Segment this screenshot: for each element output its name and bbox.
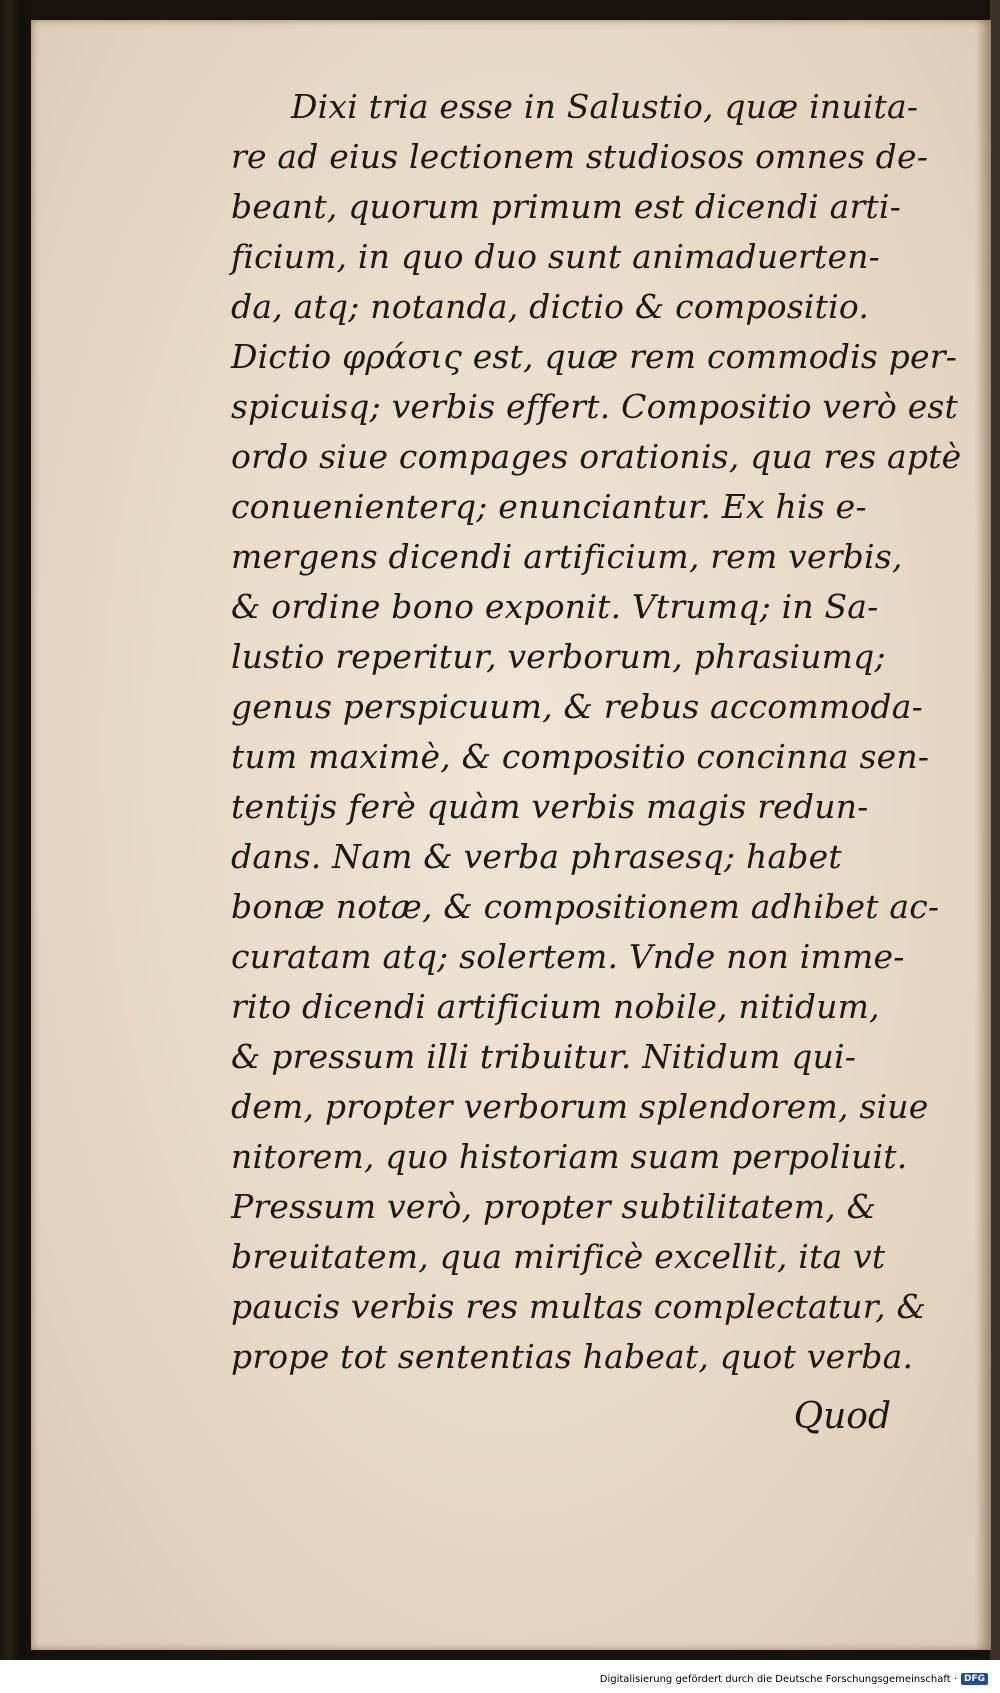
book-page xyxy=(31,20,991,1650)
text-line: da, atq; notanda, dictio & compositio. xyxy=(231,287,870,326)
catchword: Quod xyxy=(793,1396,891,1437)
text-line: dem, propter verborum splendorem, siue xyxy=(231,1087,929,1126)
text-line: conuenienterq; enunciantur. Ex his e- xyxy=(231,487,867,526)
text-line: tum maximè, & compositio concinna sen- xyxy=(231,737,930,776)
text-line: Dixi tria esse in Salustio, quæ inuita- xyxy=(291,87,919,126)
text-line: nitorem, quo historiam suam perpoliuit. xyxy=(231,1137,908,1176)
text-line: mergens dicendi artificium, rem verbis, xyxy=(231,537,903,576)
book-edge xyxy=(990,0,1000,1660)
text-line: Pressum verò, propter subtilitatem, & xyxy=(231,1187,877,1226)
digitization-credit xyxy=(600,1673,988,1685)
text-line: tentijs ferè quàm verbis magis redun- xyxy=(231,787,869,826)
text-line: genus perspicuum, & rebus accommoda- xyxy=(231,687,923,726)
footer-bar xyxy=(0,1660,1000,1693)
text-line: paucis verbis res multas complectatur, & xyxy=(231,1287,927,1326)
text-line: breuitatem, qua mirificè excellit, ita vt xyxy=(231,1237,886,1276)
page-text xyxy=(231,82,961,1382)
text-line: Dictio φράσις est, quæ rem commodis per- xyxy=(231,337,958,376)
dfg-logo-icon: DFG xyxy=(961,1673,988,1685)
text-line: rito dicendi artificium nobile, nitidum, xyxy=(231,987,880,1026)
text-line: & ordine bono exponit. Vtrumq; in Sa- xyxy=(231,587,879,626)
text-line: bonæ notæ, & compositionem adhibet ac- xyxy=(231,887,940,926)
text-line: dans. Nam & verba phrasesq; habet xyxy=(231,837,842,876)
text-line: prope tot sententias habeat, quot verba. xyxy=(231,1337,914,1376)
text-line: ordo siue compages orationis, qua res aptè xyxy=(231,437,962,476)
text-line: spicuisq; verbis effert. Compositio verò est xyxy=(231,387,959,426)
text-line: curatam atq; solertem. Vnde non imme- xyxy=(231,937,905,976)
text-line: & pressum illi tribuitur. Nitidum qui- xyxy=(231,1037,857,1076)
text-line: lustio reperitur, verborum, phrasiumq; xyxy=(231,637,886,676)
text-line: re ad eius lectionem studiosos omnes de- xyxy=(231,137,929,176)
credit-text: Digitalisierung gefördert durch die Deutsche Forschungsgemeinschaft · xyxy=(599,1673,957,1685)
page-shadow xyxy=(975,20,991,1650)
text-line: ficium, in quo duo sunt animaduerten- xyxy=(231,237,881,276)
text-line: beant, quorum primum est dicendi arti- xyxy=(231,187,902,226)
